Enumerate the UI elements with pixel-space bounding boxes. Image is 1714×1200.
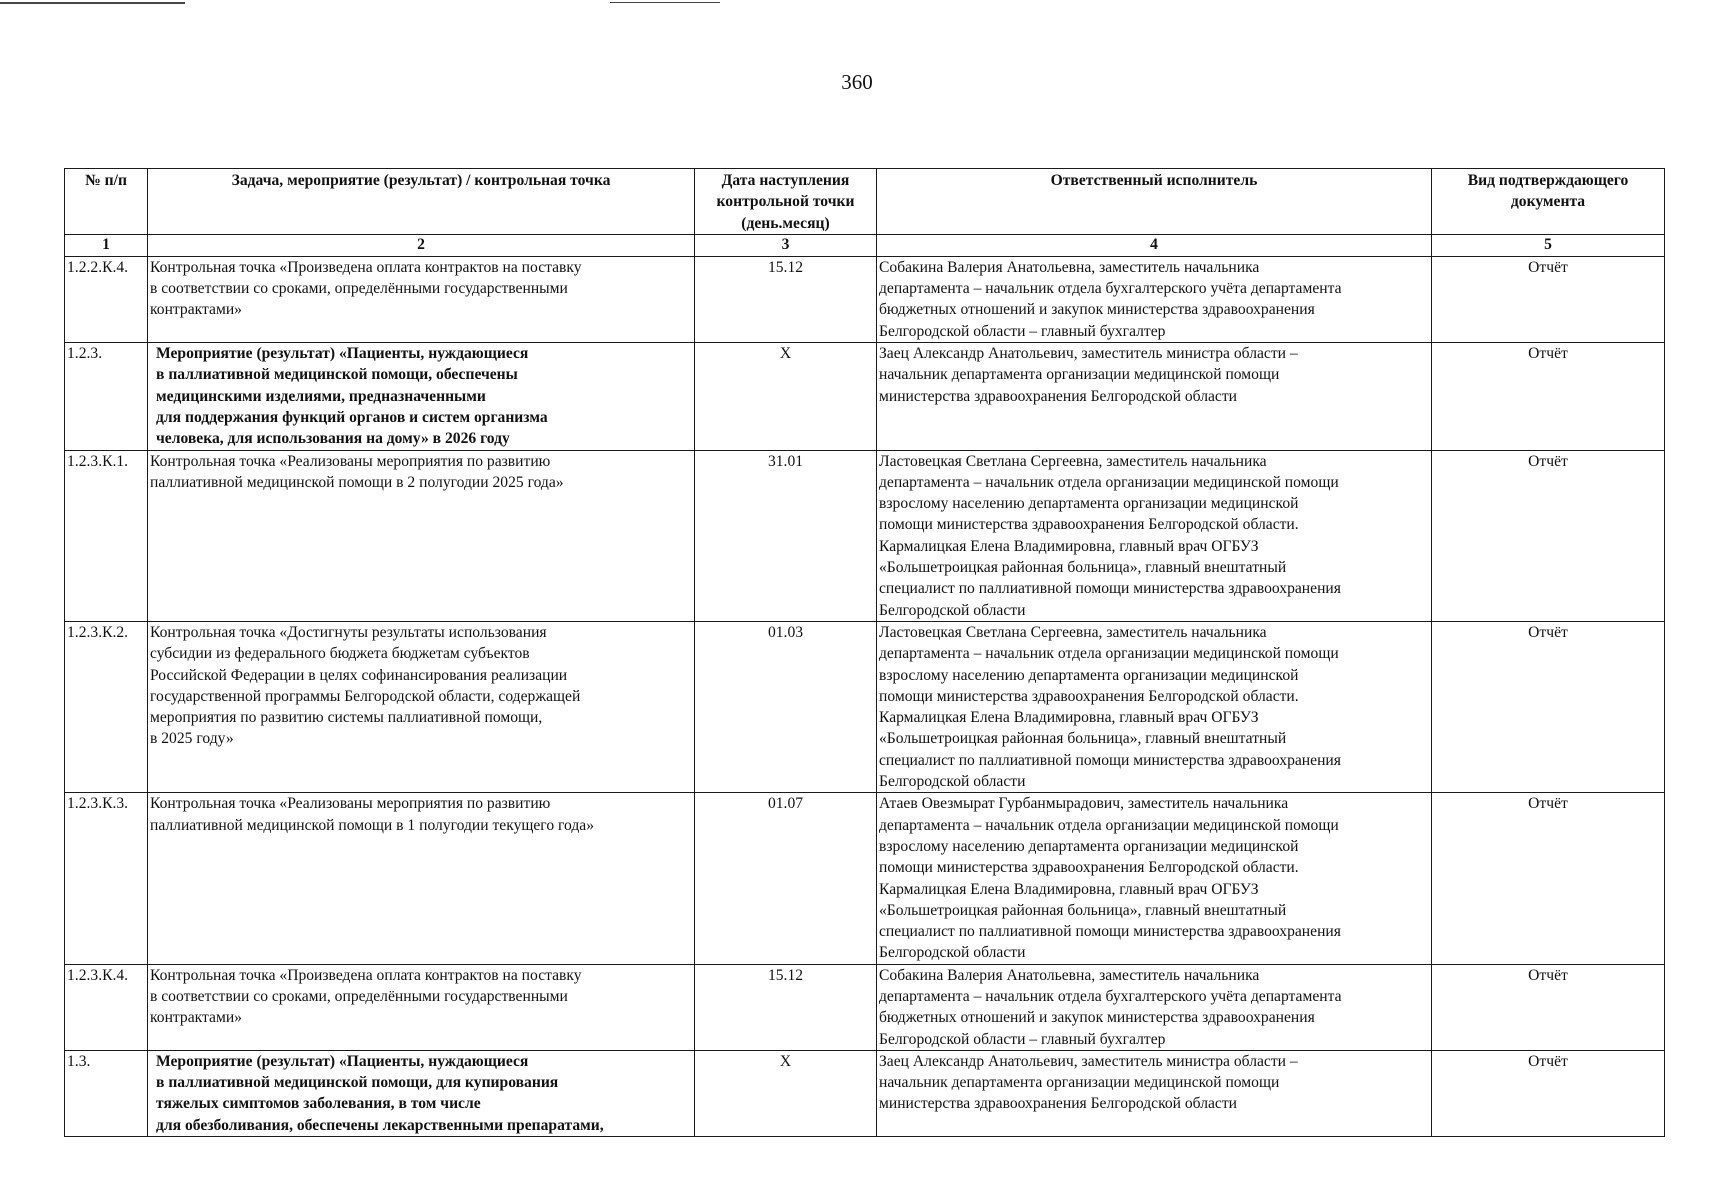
row-task: Контрольная точка «Достигнуты результаты использования субсидии из федерального бюджета бюджетам субъектов Российской Федерации в целях софинансирования реализации государственной программы Белгородской области, содержащей мероприятия по развитию системы паллиативной помощи, в 2025 году» <box>148 621 695 792</box>
row-number: 1.3. <box>65 1050 148 1136</box>
row-number: 1.2.3. <box>65 343 148 450</box>
row-executor: Атаев Овезмырат Гурбанмырадович, заместитель начальника департамента – начальник отдела организации медицинской помощи взрослому населению департамента организации медицинской помощи министерства здравоохранения Белгородской области. Кармалицкая Елена Владимировна, главный врач ОГБУЗ «Большетроицкая районная больница», главный внештатный специалист по паллиативной помощи министерства здравоохранения Белгородской области <box>877 793 1432 964</box>
row-document: Отчёт <box>1432 256 1665 342</box>
row-task: Контрольная точка «Реализованы мероприятия по развитию паллиативной медицинской помощи в 2 полугодии 2025 года» <box>148 450 695 621</box>
plan-table <box>64 168 1665 1137</box>
column-number: 4 <box>877 234 1432 256</box>
table-row <box>65 256 1665 342</box>
row-number: 1.2.3.К.4. <box>65 964 148 1050</box>
scan-artifact-line <box>0 2 185 4</box>
scan-artifact-line <box>610 2 720 3</box>
column-number: 5 <box>1432 234 1665 256</box>
header-executor: Ответственный исполнитель <box>877 169 1432 235</box>
table-row <box>65 343 1665 450</box>
column-number: 1 <box>65 234 148 256</box>
table-row <box>65 793 1665 964</box>
row-executor: Собакина Валерия Анатольевна, заместитель начальника департамента – начальник отдела бухгалтерского учёта департамента бюджетных отношений и закупок министерства здравоохранения Белгородской области – главный бухгалтер <box>877 256 1432 342</box>
column-number-row <box>65 234 1665 256</box>
header-task: Задача, мероприятие (результат) / контрольная точка <box>148 169 695 235</box>
header-date: Дата наступления контрольной точки (день.месяц) <box>695 169 877 235</box>
table-row <box>65 450 1665 621</box>
row-executor: Собакина Валерия Анатольевна, заместитель начальника департамента – начальник отдела бухгалтерского учёта департамента бюджетных отношений и закупок министерства здравоохранения Белгородской области – главный бухгалтер <box>877 964 1432 1050</box>
table-row <box>65 1050 1665 1136</box>
row-number: 1.2.3.К.1. <box>65 450 148 621</box>
row-task: Контрольная точка «Реализованы мероприятия по развитию паллиативной медицинской помощи в 1 полугодии текущего года» <box>148 793 695 964</box>
row-date: 01.07 <box>695 793 877 964</box>
row-number: 1.2.3.К.3. <box>65 793 148 964</box>
page-number: 360 <box>841 70 873 94</box>
row-document: Отчёт <box>1432 621 1665 792</box>
row-date: Х <box>695 1050 877 1136</box>
row-number: 1.2.2.К.4. <box>65 256 148 342</box>
row-date: 31.01 <box>695 450 877 621</box>
row-document: Отчёт <box>1432 1050 1665 1136</box>
row-document: Отчёт <box>1432 964 1665 1050</box>
table-row <box>65 621 1665 792</box>
row-date: 15.12 <box>695 256 877 342</box>
row-task: Контрольная точка «Произведена оплата контрактов на поставку в соответствии со сроками, определёнными государственными контрактами» <box>148 964 695 1050</box>
row-date: 01.03 <box>695 621 877 792</box>
row-task: Контрольная точка «Произведена оплата контрактов на поставку в соответствии со сроками, определёнными государственными контрактами» <box>148 256 695 342</box>
row-number: 1.2.3.К.2. <box>65 621 148 792</box>
header-row <box>65 169 1665 235</box>
row-executor: Заец Александр Анатольевич, заместитель министра области – начальник департамента организации медицинской помощи министерства здравоохранения Белгородской области <box>877 1050 1432 1136</box>
row-date: Х <box>695 343 877 450</box>
header-num: № п/п <box>65 169 148 235</box>
column-number: 3 <box>695 234 877 256</box>
row-executor: Ластовецкая Светлана Сергеевна, заместитель начальника департамента – начальник отдела организации медицинской помощи взрослому населению департамента организации медицинской помощи министерства здравоохранения Белгородской области. Кармалицкая Елена Владимировна, главный врач ОГБУЗ «Большетроицкая районная больница», главный внештатный специалист по паллиативной помощи министерства здравоохранения Белгородской области <box>877 621 1432 792</box>
header-document: Вид подтверждающего документа <box>1432 169 1665 235</box>
row-document: Отчёт <box>1432 450 1665 621</box>
row-document: Отчёт <box>1432 793 1665 964</box>
row-executor: Ластовецкая Светлана Сергеевна, заместитель начальника департамента – начальник отдела организации медицинской помощи взрослому населению департамента организации медицинской помощи министерства здравоохранения Белгородской области. Кармалицкая Елена Владимировна, главный врач ОГБУЗ «Большетроицкая районная больница», главный внештатный специалист по паллиативной помощи министерства здравоохранения Белгородской области <box>877 450 1432 621</box>
row-executor: Заец Александр Анатольевич, заместитель министра области – начальник департамента организации медицинской помощи министерства здравоохранения Белгородской области <box>877 343 1432 450</box>
row-date: 15.12 <box>695 964 877 1050</box>
row-task: Мероприятие (результат) «Пациенты, нуждающиеся в паллиативной медицинской помощи, обеспечены медицинскими изделиями, предназначенными для поддержания функций органов и систем организма человека, для использования на дому» в 2026 году <box>148 343 695 450</box>
column-number: 2 <box>148 234 695 256</box>
row-task: Мероприятие (результат) «Пациенты, нуждающиеся в паллиативной медицинской помощи, для купирования тяжелых симптомов заболевания, в том числе для обезболивания, обеспечены лекарственными препаратами, <box>148 1050 695 1136</box>
row-document: Отчёт <box>1432 343 1665 450</box>
table-row <box>65 964 1665 1050</box>
